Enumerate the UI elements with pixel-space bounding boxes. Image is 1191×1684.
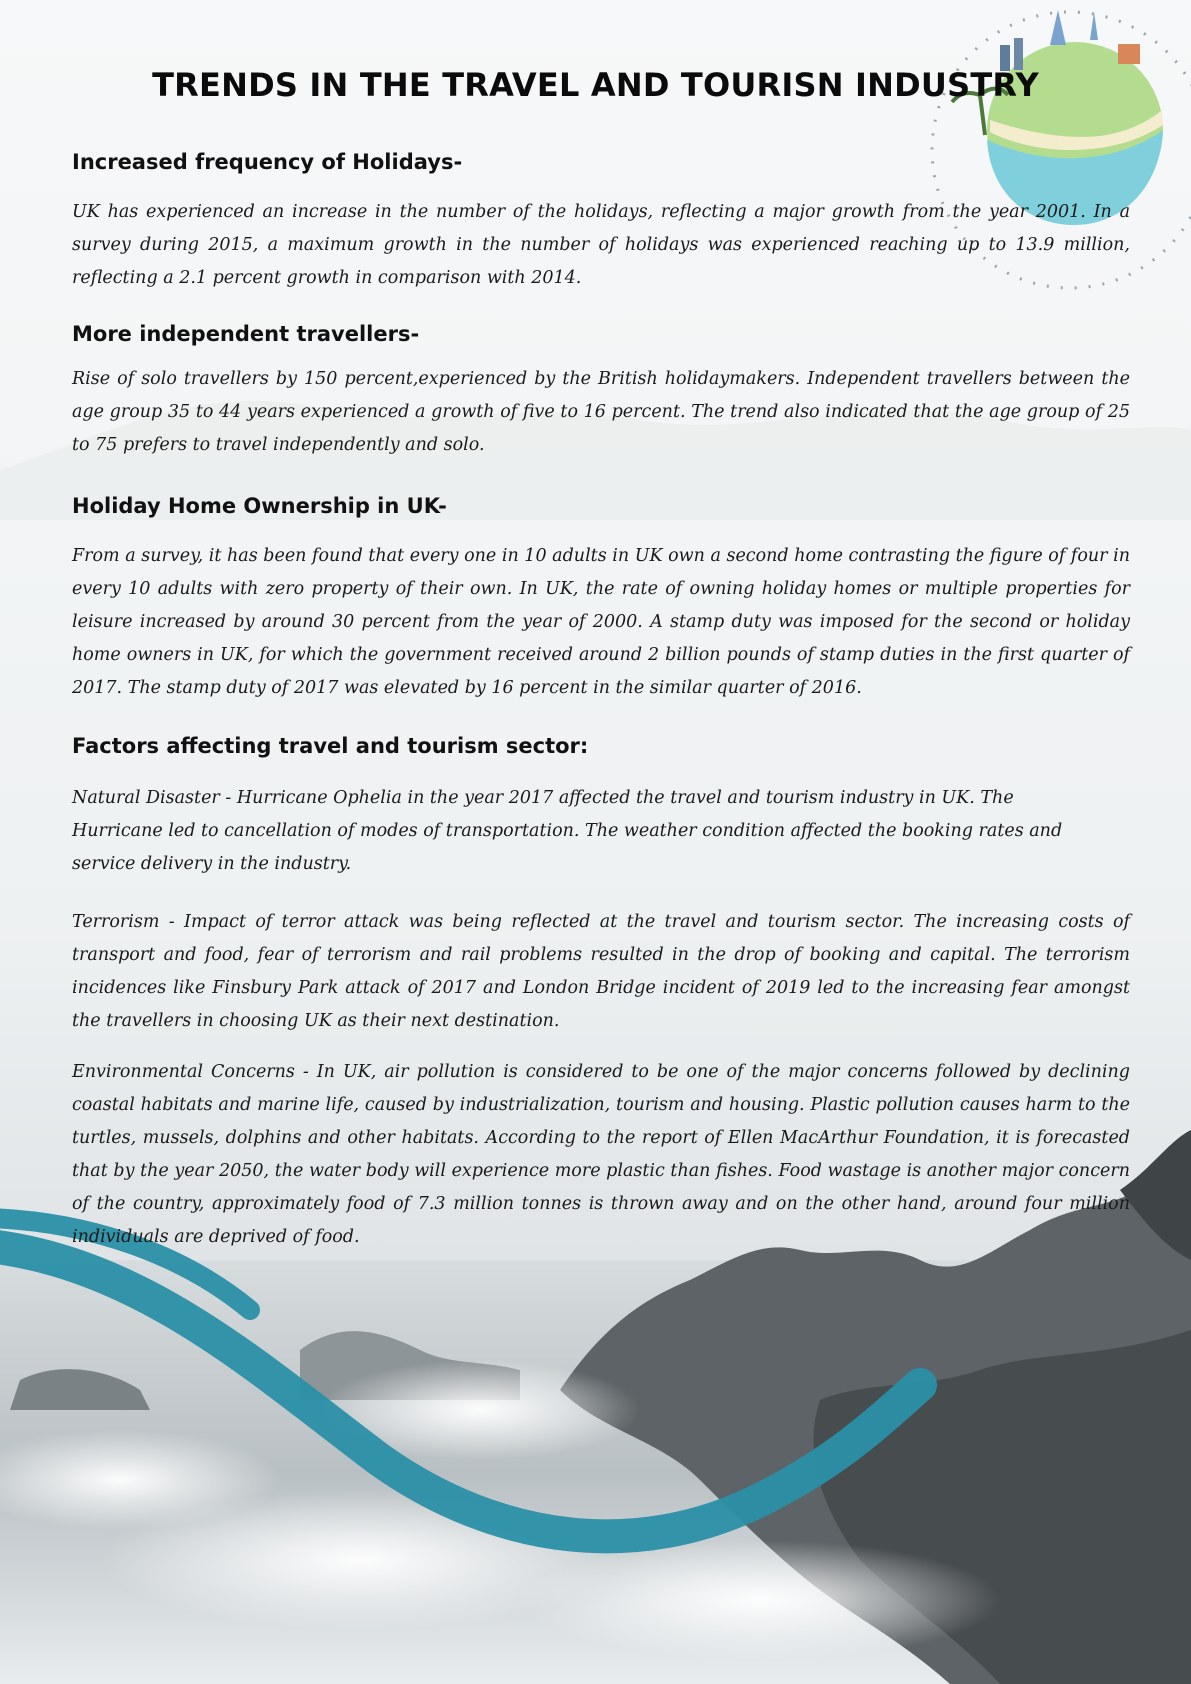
page-title: TRENDS IN THE TRAVEL AND TOURISN INDUSTRY [152, 66, 1039, 104]
heading-factors-affecting: Factors affecting travel and tourism sector: [72, 734, 589, 758]
paragraph-holiday-home-ownership: From a survey, it has been found that every one in 10 adults in UK own a second home contrasting the figure of four in every 10 adults with zero property of their own. In UK, the rate of owning holiday homes or multiple properties for leisure increased by around 30 percent from the year of 2000. A stamp duty was imposed for the second or holiday home owners in UK, for which the government received around 2 billion pounds of stamp duties in the first quarter of 2017. The stamp duty of 2017 was elevated by 16 percent in the similar quarter of 2016. [72, 546, 1130, 698]
paragraph-environmental-concerns: Environmental Concerns - In UK, air pollution is considered to be one of the major concerns followed by declining coastal habitats and marine life, caused by industrialization, tourism and housing. Plastic pollution causes harm to the turtles, mussels, dolphins and other habitats. According to the report of Ellen MacArthur Foundation, it is forecasted that by the year 2050, the water body will experience more plastic than fishes. Food wastage is another major concern of the country, approximately food of 7.3 million tonnes is thrown away and on the other hand, around four million individuals are deprived of food. [72, 1062, 1130, 1247]
paragraph-independent-travellers: Rise of solo travellers by 150 percent,experienced by the British holidaymakers. Independent travellers between the age group 35 to 44 years experienced a growth of five to 16 percent. The trend also indicated that the age group of 25 to 75 prefers to travel independently and solo. [72, 369, 1130, 455]
heading-holiday-frequency: Increased frequency of Holidays- [72, 150, 463, 174]
heading-independent-travellers: More independent travellers- [72, 322, 420, 346]
paragraph-holiday-frequency: UK has experienced an increase in the number of the holidays, reflecting a major growth from the year 2001. In a survey during 2015, a maximum growth in the number of holidays was experienced reaching up to 13.9 million, reflecting a 2.1 percent growth in comparison with 2014. [72, 202, 1130, 288]
paragraph-terrorism: Terrorism - Impact of terror attack was being reflected at the travel and tourism sector. The increasing costs of transport and food, fear of terrorism and rail problems resulted in the drop of booking and capital. The terrorism incidences like Finsbury Park attack of 2017 and London Bridge incident of 2019 led to the increasing fear amongst the travellers in choosing UK as their next destination. [72, 912, 1130, 1031]
paragraph-natural-disaster: Natural Disaster - Hurricane Ophelia in the year 2017 affected the travel and tourism industry in UK. The Hurricane led to cancellation of modes of transportation. The weather condition affected the booking rates and service delivery in the industry. [72, 788, 1063, 874]
heading-holiday-home-ownership: Holiday Home Ownership in UK- [72, 494, 447, 518]
